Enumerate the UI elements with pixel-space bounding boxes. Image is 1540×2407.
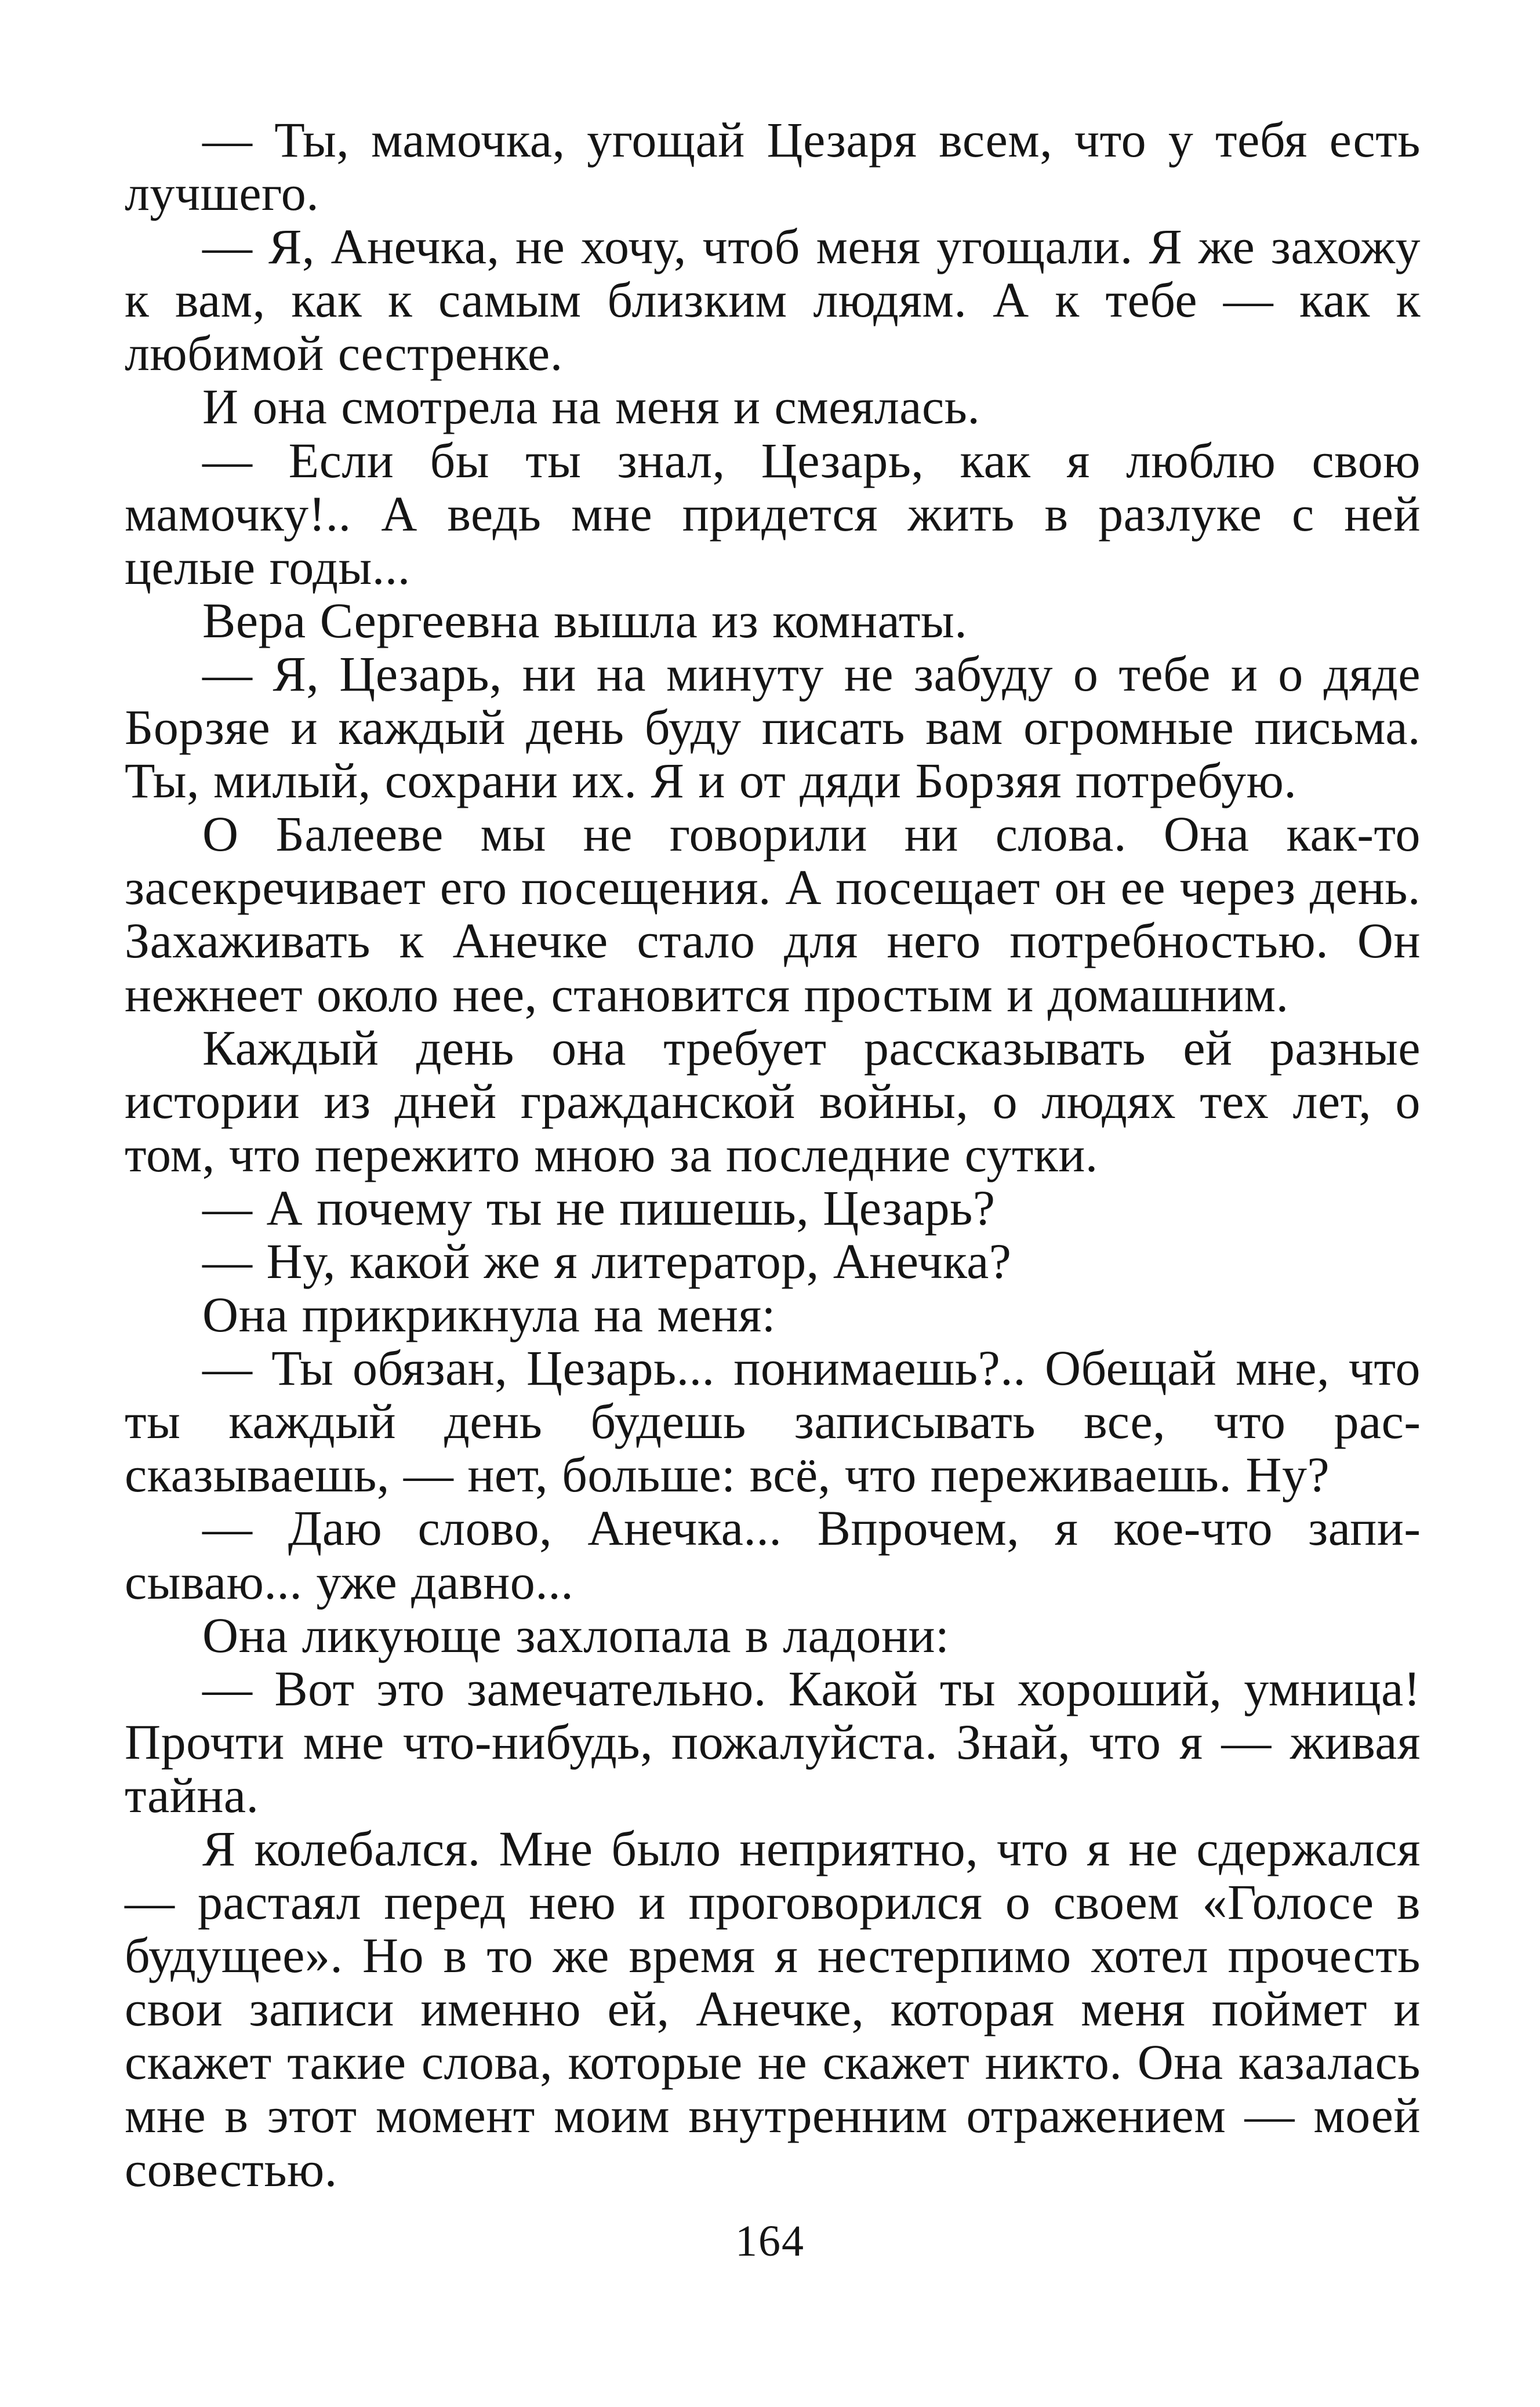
- paragraph: И она смотрела на меня и смеялась.: [202, 379, 980, 435]
- paragraph: — Даю слово, Анечка... Впрочем, я кое-что записываю... уже давно...: [125, 1500, 1421, 1610]
- paragraph: Она ликующе захлопала в ладони:: [202, 1607, 950, 1663]
- paragraph: Она прикрикнула на меня:: [202, 1287, 776, 1343]
- paragraph: О Балееве мы не говорили ни слова. Она как-то засекречивает его посещения. А посещает он ее через день. Захаживать к Анечке стало для него потребностью. Он нежнеет около нее, становится простым и домашним.: [125, 806, 1421, 1022]
- paragraph: — Если бы ты знал, Цезарь, как я люблю свою мамочку!.. А ведь мне придется жить в разлуке с ней целые годы...: [125, 432, 1421, 595]
- body-text: [125, 113, 1421, 2196]
- paragraph: — Ну, какой же я литератор, Анечка?: [202, 1233, 1012, 1289]
- paragraph: — Я, Анечка, не хочу, чтоб меня угощали. Я же захожу к вам, как к самым близким людям. А к тебе — как к любимой сестренке.: [125, 219, 1421, 382]
- paragraph: — Ты, мамочка, угощай Цезаря всем, что у тебя есть лучшего.: [125, 112, 1421, 222]
- paragraph: — Ты обязан, Цезарь... понимаешь?.. Обещай мне, что ты каждый день будешь записывать все, что рассказываешь, — нет, больше: всё, что переживаешь. Ну?: [125, 1340, 1421, 1503]
- paragraph: Я колебался. Мне было неприятно, что я не сдержался — растаял перед нею и проговорился о своем «Голосе в будущее». Но в то же время я нестерпимо хотел прочесть свои записи именно ей, Анечке, которая меня поймет и скажет такие слова, которые не скажет никто. Она казалась мне в этот момент моим внутренним отражением — моей совестью.: [125, 1821, 1421, 2197]
- paragraph: Вера Сергеевна вышла из комнаты.: [202, 592, 968, 648]
- page-number: 164: [735, 2217, 805, 2266]
- paragraph: — Вот это замечательно. Какой ты хороший, умница! Прочти мне что-нибудь, пожалуйста. Знай, что я — живая тайна.: [125, 1660, 1421, 1823]
- paragraph: — Я, Цезарь, ни на минуту не забуду о тебе и о дяде Борзяе и каждый день буду писать вам огромные письма. Ты, милый, сохрани их. Я и от дяди Борзяя потребую.: [125, 645, 1421, 809]
- paragraph: — А почему ты не пишешь, Цезарь?: [202, 1179, 996, 1236]
- paragraph: Каждый день она требует рассказывать ей разные истории из дней гражданской войны, о людях тех лет, о том, что пережито мною за последние сутки.: [125, 1019, 1421, 1182]
